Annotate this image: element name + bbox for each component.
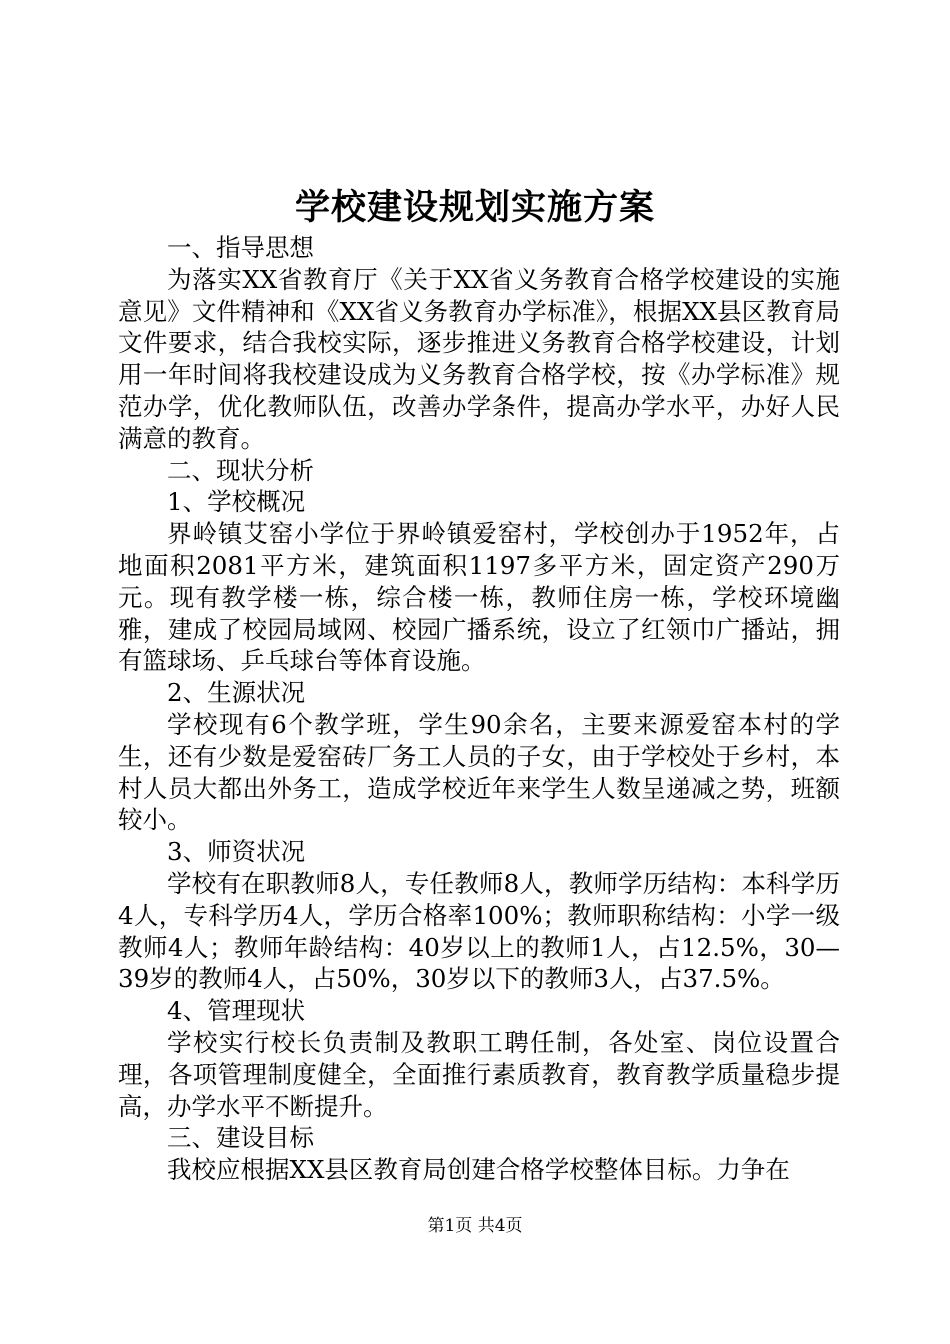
- paragraph-management-status: 学校实行校长负责制及教职工聘任制，各处室、岗位设置合理，各项管理制度健全，全面推行素质教育，教育教学质量稳步提高，办学水平不断提升。: [118, 1027, 840, 1121]
- subheading-student-source: 2、生源状况: [167, 678, 306, 708]
- section-heading-status-analysis: 二、现状分析: [167, 455, 314, 485]
- paragraph-guiding-ideology: 为落实XX省教育厅《关于XX省义务教育合格学校建设的实施意见》文件精神和《XX省义务教育办学标准》，根据XX县区教育局文件要求，结合我校实际，逐步推进义务教育合格学校建设，计划用一年时间将我校建设成为义务教育合格学校，按《办学标准》规范办学，优化教师队伍，改善办学条件，提高办学水平，办好人民满意的教育。: [118, 264, 840, 453]
- subheading-school-overview: 1、学校概况: [167, 487, 306, 517]
- document-body: [118, 232, 840, 1186]
- subheading-management-status: 4、管理现状: [167, 996, 306, 1026]
- document-title: 学校建设规划实施方案: [294, 187, 655, 228]
- page-footer: 第1页 共4页: [427, 1216, 523, 1236]
- subheading-teacher-status: 3、师资状况: [167, 837, 306, 867]
- section-heading-guiding-ideology: 一、指导思想: [167, 233, 314, 262]
- section-heading-construction-goals: 三、建设目标: [167, 1123, 314, 1153]
- paragraph-teacher-status: 学校有在职教师8人，专任教师8人，教师学历结构：本科学历4人，专科学历4人，学历合格率100%；教师职称结构：小学一级教师4人；教师年龄结构：40岁以上的教师1人，占12.5%，30—39岁的教师4人，占50%，30岁以下的教师3人，占37.5%。: [118, 868, 840, 994]
- paragraph-construction-goals: 我校应根据XX县区教育局创建合格学校整体目标。力争在: [167, 1155, 790, 1185]
- paragraph-student-source: 学校现有6个教学班，学生90余名，主要来源爱窑本村的学生，还有少数是爱窑砖厂务工人员的子女，由于学校处于乡村，本村人员大都出外务工，造成学校近年来学生人数呈递减之势，班额较小。: [118, 709, 840, 835]
- paragraph-school-overview: 界岭镇艾窑小学位于界岭镇爱窑村，学校创办于1952年，占地面积2081平方米，建筑面积1197多平方米，固定资产290万元。现有教学楼一栋，综合楼一栋，教师住房一栋，学校环境幽雅，建成了校园局域网、校园广播系统，设立了红领巾广播站，拥有篮球场、乒乓球台等体育设施。: [118, 519, 840, 676]
